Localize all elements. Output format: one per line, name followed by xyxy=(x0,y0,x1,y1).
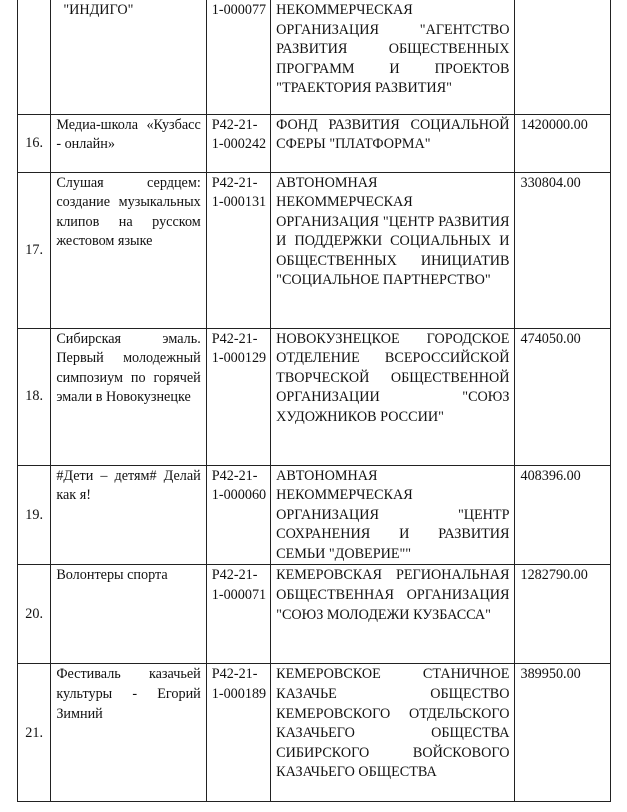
row-number: 19. xyxy=(18,465,51,565)
project-title: Волонтеры спорта xyxy=(51,565,206,664)
application-code: Р42-21- 1-000129 xyxy=(206,328,270,465)
organization-name: КЕМЕРОВСКАЯ РЕГИОНАЛЬНАЯ ОБЩЕСТВЕННАЯ ОРГАНИЗАЦИЯ "СОЮЗ МОЛОДЕЖИ КУЗБАССА" xyxy=(271,565,515,664)
project-title: #Дети – детям# Делай как я! xyxy=(51,465,206,565)
table-row xyxy=(18,0,611,114)
row-number: 20. xyxy=(18,565,51,664)
project-title: Медиа-школа «Кузбасс - онлайн» xyxy=(51,114,206,172)
table-row xyxy=(18,328,611,465)
row-number: 17. xyxy=(18,172,51,328)
application-code: 1-000077 xyxy=(206,0,270,114)
organization-name: ФОНД РАЗВИТИЯ СОЦИАЛЬНОЙ СФЕРЫ "ПЛАТФОРМА" xyxy=(271,114,515,172)
organization-name: АВТОНОМНАЯ НЕКОММЕРЧЕСКАЯ ОРГАНИЗАЦИЯ "ЦЕНТР СОХРАНЕНИЯ И РАЗВИТИЯ СЕМЬИ "ДОВЕРИЕ"" xyxy=(271,465,515,565)
row-number: 18. xyxy=(18,328,51,465)
table-row xyxy=(18,114,611,172)
application-code: Р42-21- 1-000071 xyxy=(206,565,270,664)
table-row xyxy=(18,664,611,802)
grant-amount: 389950.00 xyxy=(515,664,611,802)
project-title: Слушая сердцем: создание музыкальных клипов на русском жестовом языке xyxy=(51,172,206,328)
organization-name: НОВОКУЗНЕЦКОЕ ГОРОДСКОЕ ОТДЕЛЕНИЕ ВСЕРОССИЙСКОЙ ТВОРЧЕСКОЙ ОБЩЕСТВЕННОЙ ОРГАНИЗАЦИИ "СОЮЗ ХУДОЖНИКОВ РОССИИ" xyxy=(271,328,515,465)
organization-name: НЕКОММЕРЧЕСКАЯ ОРГАНИЗАЦИЯ "АГЕНТСТВО РАЗВИТИЯ ОБЩЕСТВЕННЫХ ПРОГРАММ И ПРОЕКТОВ "ТРАЕКТОРИЯ РАЗВИТИЯ" xyxy=(271,0,515,114)
application-code: Р42-21- 1-000189 xyxy=(206,664,270,802)
project-title: Сибирская эмаль. Первый молодежный симпозиум по горячей эмали в Новокузнецке xyxy=(51,328,206,465)
grant-amount xyxy=(515,0,611,114)
row-number xyxy=(18,0,51,114)
project-title: "ИНДИГО" xyxy=(51,0,206,114)
application-code: Р42-21- 1-000060 xyxy=(206,465,270,565)
table-row xyxy=(18,172,611,328)
table-row xyxy=(18,465,611,565)
row-number: 21. xyxy=(18,664,51,802)
document-page xyxy=(17,0,611,802)
grant-amount: 330804.00 xyxy=(515,172,611,328)
table-row xyxy=(18,565,611,664)
row-number: 16. xyxy=(18,114,51,172)
grant-amount: 474050.00 xyxy=(515,328,611,465)
application-code: Р42-21- 1-000242 xyxy=(206,114,270,172)
project-title: Фестиваль казачьей культуры - Егорий Зимний xyxy=(51,664,206,802)
grants-table xyxy=(17,0,611,802)
organization-name: АВТОНОМНАЯ НЕКОММЕРЧЕСКАЯ ОРГАНИЗАЦИЯ "ЦЕНТР РАЗВИТИЯ И ПОДДЕРЖКИ СОЦИАЛЬНЫХ И ОБЩЕСТВЕННЫХ ИНИЦИАТИВ "СОЦИАЛЬНОЕ ПАРТНЕРСТВО" xyxy=(271,172,515,328)
grant-amount: 1282790.00 xyxy=(515,565,611,664)
organization-name: КЕМЕРОВСКОЕ СТАНИЧНОЕ КАЗАЧЬЕ ОБЩЕСТВО КЕМЕРОВСКОГО ОТДЕЛЬСКОГО КАЗАЧЬЕГО ОБЩЕСТВА СИБИРСКОГО ВОЙСКОВОГО КАЗАЧЬЕГО ОБЩЕСТВА xyxy=(271,664,515,802)
application-code: Р42-21- 1-000131 xyxy=(206,172,270,328)
grant-amount: 408396.00 xyxy=(515,465,611,565)
grant-amount: 1420000.00 xyxy=(515,114,611,172)
